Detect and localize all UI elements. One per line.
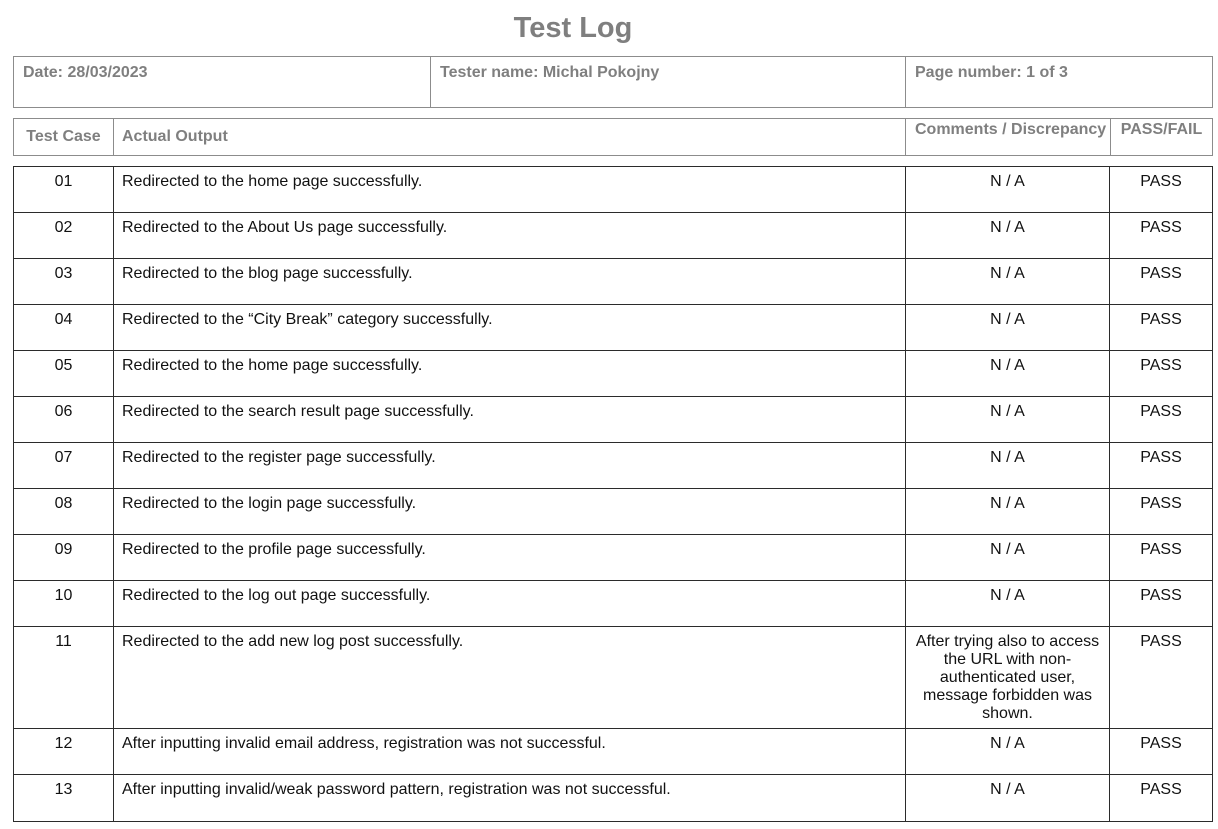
actual-output: Redirected to the blog page successfully. <box>114 259 906 305</box>
result: PASS <box>1110 581 1213 627</box>
comment: N / A <box>906 351 1110 397</box>
result: PASS <box>1110 535 1213 581</box>
meta-row <box>14 57 1213 108</box>
actual-output: Redirected to the “City Break” category successfully. <box>114 305 906 351</box>
result: PASS <box>1110 443 1213 489</box>
actual-output: Redirected to the search result page successfully. <box>114 397 906 443</box>
page-title: Test Log <box>513 12 633 44</box>
comment: N / A <box>906 167 1110 213</box>
test-case-id: 09 <box>14 535 114 581</box>
header-actual-output: Actual Output <box>114 119 906 156</box>
test-case-id: 07 <box>14 443 114 489</box>
result: PASS <box>1110 775 1213 822</box>
table-row <box>14 581 1213 627</box>
actual-output: Redirected to the log out page successfully. <box>114 581 906 627</box>
actual-output: Redirected to the profile page successfully. <box>114 535 906 581</box>
comment: N / A <box>906 305 1110 351</box>
table-row <box>14 397 1213 443</box>
test-case-id: 04 <box>14 305 114 351</box>
table-row <box>14 627 1213 729</box>
header-test-case: Test Case <box>14 119 114 156</box>
table-row <box>14 213 1213 259</box>
test-case-id: 06 <box>14 397 114 443</box>
result: PASS <box>1110 167 1213 213</box>
actual-output: Redirected to the home page successfully. <box>114 167 906 213</box>
header-table <box>13 118 1213 156</box>
comment: N / A <box>906 775 1110 822</box>
header-comments: Comments / Discrepancy <box>906 119 1111 156</box>
tester-name-field: Tester name: Michal Pokojny <box>431 57 906 108</box>
actual-output: Redirected to the home page successfully. <box>114 351 906 397</box>
test-case-id: 05 <box>14 351 114 397</box>
test-case-id: 02 <box>14 213 114 259</box>
test-case-id: 10 <box>14 581 114 627</box>
comment: N / A <box>906 259 1110 305</box>
table-row <box>14 305 1213 351</box>
table-row <box>14 351 1213 397</box>
table-row <box>14 729 1213 775</box>
result: PASS <box>1110 489 1213 535</box>
test-case-id: 13 <box>14 775 114 822</box>
result: PASS <box>1110 305 1213 351</box>
test-case-id: 12 <box>14 729 114 775</box>
table-row <box>14 259 1213 305</box>
comment: After trying also to access the URL with non-authenticated user, message forbidden was shown. <box>906 627 1110 729</box>
actual-output: After inputting invalid email address, registration was not successful. <box>114 729 906 775</box>
comment: N / A <box>906 489 1110 535</box>
test-case-id: 03 <box>14 259 114 305</box>
page-number-field: Page number: 1 of 3 <box>906 57 1213 108</box>
test-log-body <box>14 167 1213 822</box>
date-field: Date: 28/03/2023 <box>14 57 431 108</box>
comment: N / A <box>906 535 1110 581</box>
actual-output: Redirected to the About Us page successfully. <box>114 213 906 259</box>
comment: N / A <box>906 397 1110 443</box>
result: PASS <box>1110 259 1213 305</box>
actual-output: Redirected to the login page successfully. <box>114 489 906 535</box>
meta-table <box>13 56 1213 108</box>
table-row <box>14 167 1213 213</box>
test-case-id: 01 <box>14 167 114 213</box>
comment: N / A <box>906 443 1110 489</box>
result: PASS <box>1110 729 1213 775</box>
header-row <box>14 119 1213 156</box>
comment: N / A <box>906 729 1110 775</box>
table-row <box>14 489 1213 535</box>
actual-output: After inputting invalid/weak password pattern, registration was not successful. <box>114 775 906 822</box>
result: PASS <box>1110 351 1213 397</box>
comment: N / A <box>906 581 1110 627</box>
result: PASS <box>1110 627 1213 729</box>
header-pass-fail: PASS/FAIL <box>1111 119 1213 156</box>
table-row <box>14 535 1213 581</box>
test-log-table <box>13 166 1213 822</box>
actual-output: Redirected to the register page successfully. <box>114 443 906 489</box>
table-row <box>14 443 1213 489</box>
test-case-id: 08 <box>14 489 114 535</box>
comment: N / A <box>906 213 1110 259</box>
actual-output: Redirected to the add new log post successfully. <box>114 627 906 729</box>
table-row <box>14 775 1213 822</box>
result: PASS <box>1110 397 1213 443</box>
test-case-id: 11 <box>14 627 114 729</box>
result: PASS <box>1110 213 1213 259</box>
